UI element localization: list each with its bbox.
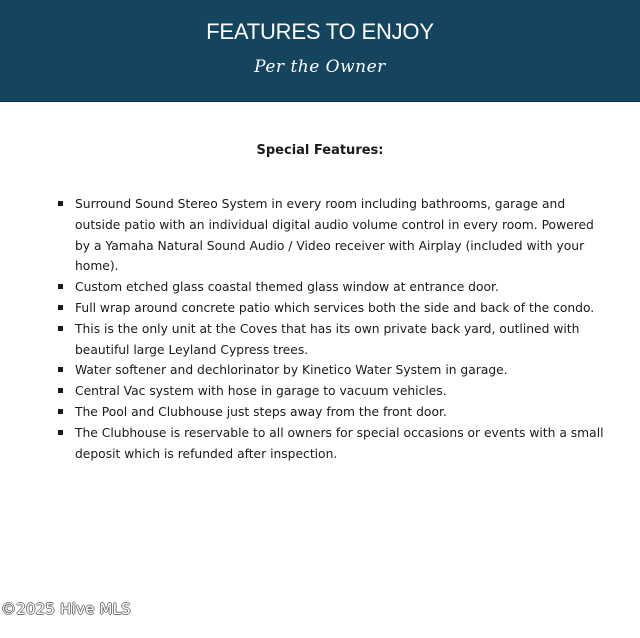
copyright-watermark: ©2025 Hive MLS [1,600,131,618]
feature-item [56,360,606,381]
square-bullet-icon [58,284,63,289]
feature-item [56,423,606,465]
square-bullet-icon [58,409,63,414]
square-bullet-icon [58,305,63,310]
banner-title: FEATURES TO ENJOY [206,19,434,44]
feature-item [56,277,606,298]
feature-item [56,402,606,423]
feature-item [56,381,606,402]
feature-text: Full wrap around concrete patio which services both the side and back of the condo. [75,300,595,315]
feature-item [56,298,606,319]
feature-item [56,194,606,277]
feature-text: The Clubhouse is reservable to all owners for special occasions or events with a small deposit which is refunded after inspection. [75,425,604,461]
header-banner [0,0,640,102]
feature-text: This is the only unit at the Coves that has its own private back yard, outlined with beautiful large Leyland Cypress trees. [75,321,580,357]
section-heading: Special Features: [256,143,384,158]
feature-item [56,319,606,361]
feature-text: The Pool and Clubhouse just steps away from the front door. [75,404,447,419]
square-bullet-icon [58,367,63,372]
feature-text: Central Vac system with hose in garage to vacuum vehicles. [75,384,447,399]
feature-text: Water softener and dechlorinator by Kinetico Water System in garage. [75,363,508,378]
square-bullet-icon [58,326,63,331]
banner-subtitle: Per the Owner [254,57,386,77]
feature-list [56,194,606,464]
square-bullet-icon [58,388,63,393]
feature-text: Surround Sound Stereo System in every room including bathrooms, garage and outside patio with an individual digital audio volume control in every room. Powered by a Yamaha Natural Sound Audio / Video receiver with Airplay (included with your home). [75,197,594,274]
square-bullet-icon [58,430,63,435]
square-bullet-icon [58,201,63,206]
feature-text: Custom etched glass coastal themed glass window at entrance door. [75,280,499,295]
